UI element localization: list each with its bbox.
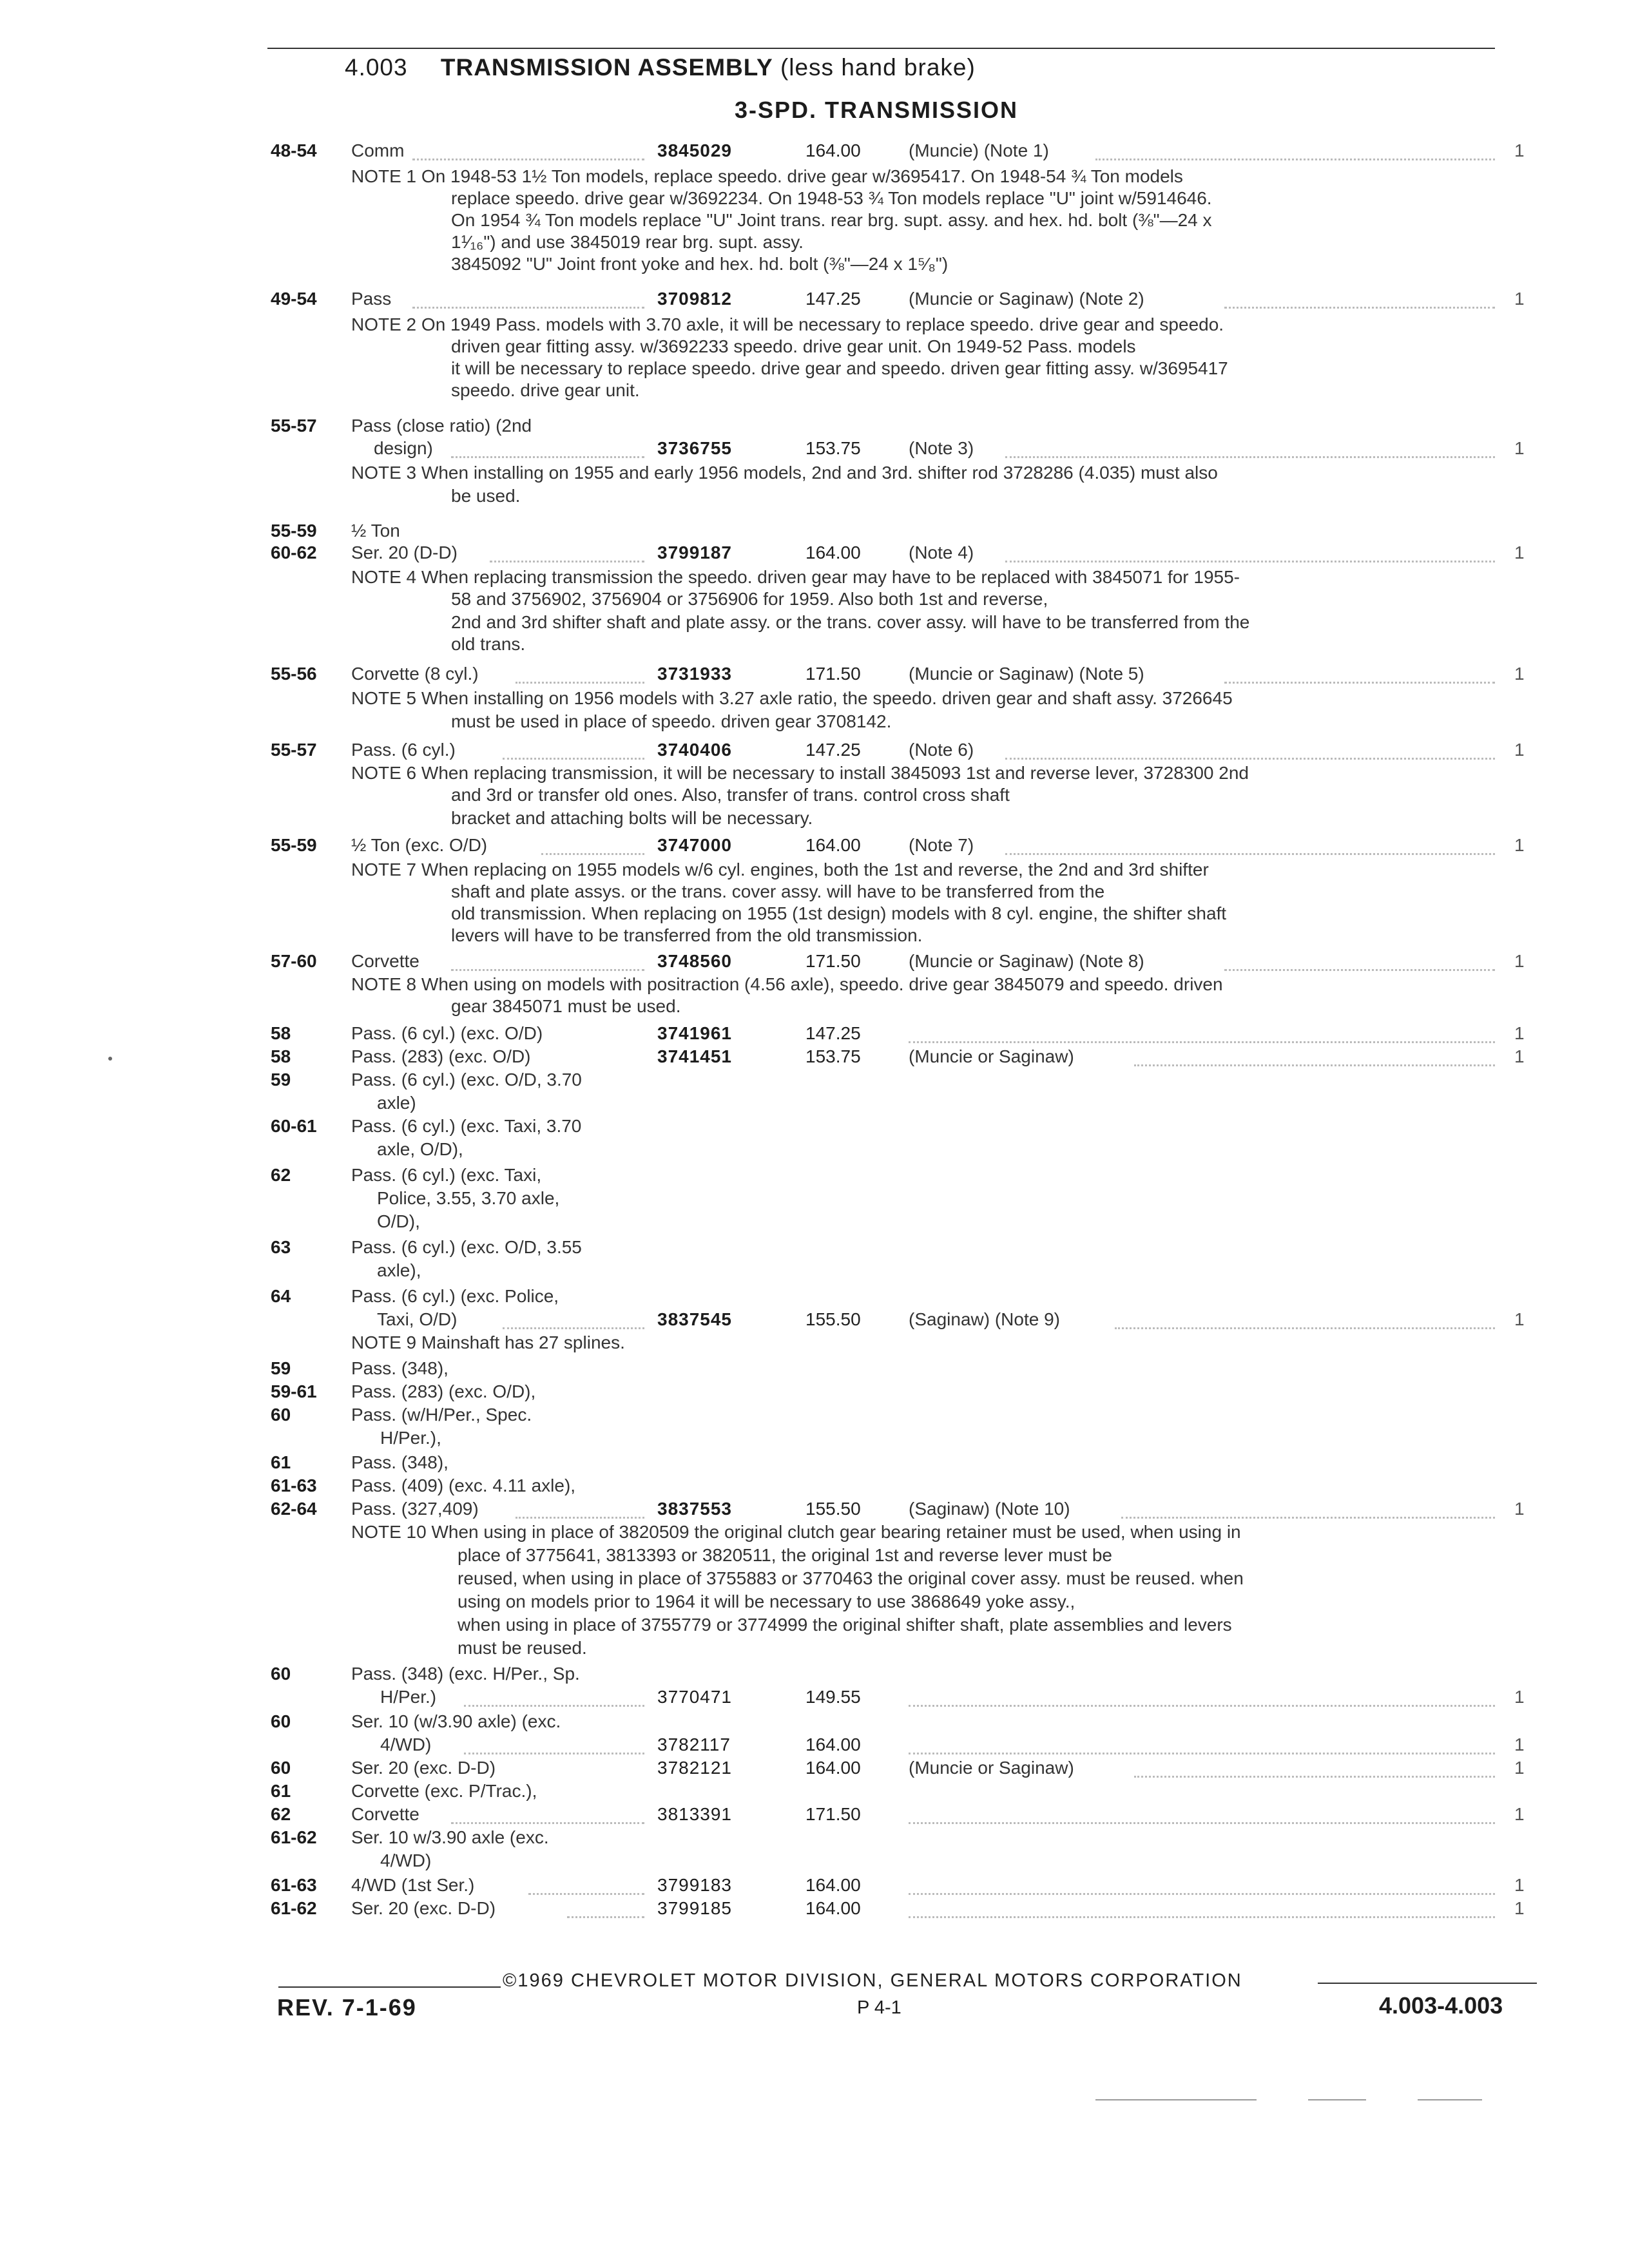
remark: (Muncie or Saginaw) (Note 8) xyxy=(909,951,1144,971)
year-range: 64 xyxy=(271,1286,291,1306)
desc-continuation: 4/WD) xyxy=(380,1850,432,1870)
quantity: 1 xyxy=(1514,438,1525,458)
year-range: 59 xyxy=(271,1358,291,1378)
leader-dots xyxy=(1005,758,1495,760)
model-description: 4/WD) xyxy=(380,1735,432,1754)
scan-mark xyxy=(1095,2099,1257,2100)
note-line: NOTE 8 When using on models with positraction (4.56 axle), speedo. drive gear 3845079 and speedo. driven xyxy=(351,974,1223,994)
year-range: 58 xyxy=(271,1046,291,1066)
year-range: 63 xyxy=(271,1237,291,1257)
list-item xyxy=(0,1711,1629,1737)
year-range: 61-62 xyxy=(271,1827,317,1847)
leader-dots xyxy=(1005,853,1495,855)
part-number: 3741451 xyxy=(657,1046,733,1066)
quantity: 1 xyxy=(1514,1687,1525,1707)
note-line: replace speedo. drive gear w/3692234. On 1948-53 ¾ Ton models replace "U" joint w/5914646. xyxy=(451,188,1212,208)
year-range: 57-60 xyxy=(271,951,317,971)
year-range: 62 xyxy=(271,1165,291,1185)
quantity: 1 xyxy=(1514,835,1525,855)
desc-continuation: axle) xyxy=(377,1093,416,1113)
leader-dots xyxy=(567,1916,644,1918)
remark: (Saginaw) (Note 9) xyxy=(909,1309,1060,1329)
note-line: be used. xyxy=(451,486,521,506)
remark: (Note 7) xyxy=(909,835,974,855)
note-line: NOTE 9 Mainshaft has 27 splines. xyxy=(351,1332,625,1352)
part-number: 3747000 xyxy=(657,835,733,855)
list-item xyxy=(0,664,1629,689)
leader-dots xyxy=(1134,1776,1495,1778)
price: 171.50 xyxy=(805,951,861,971)
model-description: Pass. (6 cyl.) (exc. Taxi, 3.70 xyxy=(351,1116,582,1136)
quantity: 1 xyxy=(1514,1804,1525,1824)
scan-mark xyxy=(1308,2099,1366,2100)
remark: (Muncie or Saginaw) xyxy=(909,1758,1074,1778)
leader-dots xyxy=(516,1517,644,1519)
leader-dots xyxy=(909,1753,1495,1754)
list-item xyxy=(0,1781,1629,1807)
remark: (Note 6) xyxy=(909,740,974,760)
leader-dots xyxy=(464,1753,644,1754)
part-number: 3740406 xyxy=(657,740,733,760)
part-number: 3731933 xyxy=(657,664,733,684)
list-item xyxy=(0,289,1629,314)
price: 147.25 xyxy=(805,1023,861,1043)
model-description: ½ Ton (exc. O/D) xyxy=(351,835,488,855)
desc-continuation: H/Per.), xyxy=(380,1428,441,1448)
list-item xyxy=(0,1898,1629,1924)
list-item xyxy=(0,1875,1629,1901)
note-line: NOTE 4 When replacing transmission the speedo. driven gear may have to be replaced with 3845071 for 1955- xyxy=(351,567,1240,587)
list-item xyxy=(0,1827,1629,1853)
year-range: 62-64 xyxy=(271,1499,317,1519)
note-line: 58 and 3756902, 3756904 or 3756906 for 1959. Also both 1st and reverse, xyxy=(451,589,1048,609)
note-line: 3845092 "U" Joint front yoke and hex. hd. bolt (⅜"—24 x 1⁵⁄₈") xyxy=(451,254,949,274)
year-range: 55-57 xyxy=(271,740,317,760)
model-description: Pass. (6 cyl.) (exc. O/D, 3.70 xyxy=(351,1070,582,1090)
note-line: must be used in place of speedo. driven gear 3708142. xyxy=(451,711,892,731)
note-line: 2nd and 3rd shifter shaft and plate assy. or the trans. cover assy. will have to be transferred from the xyxy=(451,612,1250,632)
leader-dots xyxy=(1005,561,1495,562)
model-description: Ser. 20 (exc. D-D) xyxy=(351,1758,496,1778)
list-item xyxy=(0,1381,1629,1407)
model-description: 4/WD (1st Ser.) xyxy=(351,1875,475,1895)
remark: (Saginaw) (Note 10) xyxy=(909,1499,1070,1519)
quantity: 1 xyxy=(1514,1309,1525,1329)
note-line: NOTE 3 When installing on 1955 and early 1956 models, 2nd and 3rd. shifter rod 3728286 (4.035) must also xyxy=(351,463,1218,483)
leader-dots xyxy=(909,1893,1495,1895)
list-item xyxy=(0,1664,1629,1689)
list-item xyxy=(0,951,1629,977)
price: 164.00 xyxy=(805,1758,861,1778)
list-item xyxy=(0,1237,1629,1263)
year-range: 49-54 xyxy=(271,289,317,309)
year-range: 61-62 xyxy=(271,1898,317,1918)
leader-dots xyxy=(909,1916,1495,1918)
leader-dots xyxy=(1115,1327,1495,1329)
quantity: 1 xyxy=(1514,1898,1525,1918)
list-item xyxy=(0,1804,1629,1830)
part-number: 3748560 xyxy=(657,951,733,971)
list-item xyxy=(0,1758,1629,1783)
desc-continuation: Police, 3.55, 3.70 axle, xyxy=(377,1188,560,1208)
note-line: NOTE 6 When replacing transmission, it will be necessary to install 3845093 1st and reverse lever, 3728300 2nd xyxy=(351,763,1249,783)
leader-dots xyxy=(451,456,644,458)
year-range: 55-59 xyxy=(271,835,317,855)
year-range: 59-61 xyxy=(271,1381,317,1401)
price: 164.00 xyxy=(805,1735,861,1754)
leader-dots xyxy=(909,1822,1495,1824)
leader-dots xyxy=(1134,1064,1495,1066)
footer-rule-right xyxy=(1318,1983,1537,1984)
leader-dots xyxy=(1005,456,1495,458)
price: 164.00 xyxy=(805,1898,861,1918)
leader-dots xyxy=(1224,682,1495,684)
model-description: Pass. (409) (exc. 4.11 axle), xyxy=(351,1475,576,1495)
leader-dots xyxy=(1224,307,1495,309)
note-line: it will be necessary to replace speedo. drive gear and speedo. driven gear fitting assy. w/3695417 xyxy=(451,358,1228,378)
year-range: 60 xyxy=(271,1664,291,1684)
revision-date: REV. 7-1-69 xyxy=(277,1994,417,2021)
leader-dots xyxy=(516,682,644,684)
model-description: Pass. (6 cyl.) (exc. O/D) xyxy=(351,1023,543,1043)
list-item xyxy=(0,1499,1629,1524)
model-description: Pass. (327,409) xyxy=(351,1499,479,1519)
desc-continuation: axle), xyxy=(377,1260,421,1280)
quantity: 1 xyxy=(1514,1875,1525,1895)
leader-dots xyxy=(451,1822,644,1824)
quantity: 1 xyxy=(1514,1499,1525,1519)
year-range: 55-57 xyxy=(271,416,317,436)
copyright-notice: ©1969 CHEVROLET MOTOR DIVISION, GENERAL MOTORS CORPORATION xyxy=(503,1970,1242,1991)
list-item xyxy=(0,1405,1629,1430)
model-description: Corvette xyxy=(351,1804,419,1824)
model-description: Pass. (348), xyxy=(351,1452,448,1472)
footer-rule-left xyxy=(278,1986,501,1988)
part-number: 3799187 xyxy=(657,543,733,562)
year-range: 62 xyxy=(271,1804,291,1824)
note-line: old trans. xyxy=(451,634,526,654)
note-line: and 3rd or transfer old ones. Also, transfer of trans. control cross shaft xyxy=(451,785,1010,805)
leader-dots xyxy=(541,853,644,855)
desc-continuation: O/D), xyxy=(377,1211,420,1231)
note-line: NOTE 1 On 1948-53 1½ Ton models, replace speedo. drive gear w/3695417. On 1948-54 ¾ Ton models xyxy=(351,166,1183,186)
note-line: levers will have to be transferred from the old transmission. xyxy=(451,925,923,945)
quantity: 1 xyxy=(1514,289,1525,309)
part-number: 3837553 xyxy=(657,1499,733,1519)
leader-dots xyxy=(1095,159,1495,160)
year-range: 61 xyxy=(271,1781,291,1801)
note-line: must be reused. xyxy=(458,1638,587,1658)
leader-dots xyxy=(909,1041,1495,1043)
model-description: Pass xyxy=(351,289,392,309)
note-line: 1¹⁄₁₆") and use 3845019 rear brg. supt. assy. xyxy=(451,232,804,252)
note-line: NOTE 7 When replacing on 1955 models w/6 cyl. engines, both the 1st and reverse, the 2nd and 3rd shifter xyxy=(351,860,1209,879)
subsection-title: 3-SPD. TRANSMISSION xyxy=(735,97,1019,123)
model-description: Ser. 10 (w/3.90 axle) (exc. xyxy=(351,1711,561,1731)
model-description: Pass. (6 cyl.) (exc. Police, xyxy=(351,1286,559,1306)
year-range: 55-59 xyxy=(271,521,317,541)
list-item xyxy=(0,1046,1629,1072)
price: 153.75 xyxy=(805,438,861,458)
list-item xyxy=(0,1023,1629,1049)
part-number: 3782121 xyxy=(657,1758,733,1778)
leader-dots xyxy=(503,1327,644,1329)
list-item xyxy=(0,1309,1629,1335)
list-item xyxy=(0,1165,1629,1191)
quantity: 1 xyxy=(1514,543,1525,562)
list-item xyxy=(0,835,1629,861)
year-range: 60-61 xyxy=(271,1116,317,1136)
remark: (Note 3) xyxy=(909,438,974,458)
quantity: 1 xyxy=(1514,1758,1525,1778)
part-number: 3799183 xyxy=(657,1875,733,1895)
model-description: Pass (close ratio) (2nd xyxy=(351,416,532,436)
quantity: 1 xyxy=(1514,1023,1525,1043)
note-line: gear 3845071 must be used. xyxy=(451,996,681,1016)
year-range: 55-56 xyxy=(271,664,317,684)
part-number: 3813391 xyxy=(657,1804,733,1824)
year-range: 60 xyxy=(271,1711,291,1731)
model-description: Pass. (348), xyxy=(351,1358,448,1378)
model-description: Corvette xyxy=(351,951,419,971)
part-number: 3837545 xyxy=(657,1309,733,1329)
price: 155.50 xyxy=(805,1499,861,1519)
model-description: Ser. 20 (D-D) xyxy=(351,543,458,562)
list-item xyxy=(0,140,1629,166)
model-description: Pass. (w/H/Per., Spec. xyxy=(351,1405,532,1425)
price: 153.75 xyxy=(805,1046,861,1066)
note-line: speedo. drive gear unit. xyxy=(451,380,640,400)
note-line: shaft and plate assys. or the trans. cover assy. will have to be transferred from the xyxy=(451,881,1105,901)
model-description: Pass. (6 cyl.) (exc. O/D, 3.55 xyxy=(351,1237,582,1257)
year-range: 61-63 xyxy=(271,1875,317,1895)
leader-dots xyxy=(909,1705,1495,1707)
note-line: NOTE 2 On 1949 Pass. models with 3.70 axle, it will be necessary to replace speedo. drive gear and speedo. xyxy=(351,314,1224,334)
price: 147.25 xyxy=(805,289,861,309)
model-description: Pass. (348) (exc. H/Per., Sp. xyxy=(351,1664,580,1684)
scan-speck xyxy=(108,1057,112,1061)
part-number: 3799185 xyxy=(657,1898,733,1918)
price: 164.00 xyxy=(805,140,861,160)
quantity: 1 xyxy=(1514,1046,1525,1066)
note-line: reused, when using in place of 3755883 or 3770463 the original cover assy. must be reused. when xyxy=(458,1568,1244,1588)
leader-dots xyxy=(490,561,644,562)
year-range: 61-63 xyxy=(271,1475,317,1495)
part-number: 3770471 xyxy=(657,1687,733,1707)
price: 155.50 xyxy=(805,1309,861,1329)
part-number: 3709812 xyxy=(657,289,733,309)
model-description: H/Per.) xyxy=(380,1687,437,1707)
note-line: place of 3775641, 3813393 or 3820511, the original 1st and reverse lever must be xyxy=(458,1545,1112,1565)
model-description: Pass. (6 cyl.) xyxy=(351,740,456,760)
year-range: 58 xyxy=(271,1023,291,1043)
leader-dots xyxy=(1224,969,1495,971)
model-description: Pass. (283) (exc. O/D), xyxy=(351,1381,536,1401)
section-reference: 4.003-4.003 xyxy=(1379,1992,1503,2019)
price: 164.00 xyxy=(805,1875,861,1895)
remark: (Note 4) xyxy=(909,543,974,562)
part-number: 3741961 xyxy=(657,1023,733,1043)
note-line: On 1954 ¾ Ton models replace "U" Joint trans. rear brg. supt. assy. and hex. hd. bolt (⅜"—24 x xyxy=(451,210,1212,230)
price: 164.00 xyxy=(805,543,861,562)
list-item xyxy=(0,416,1629,441)
quantity: 1 xyxy=(1514,140,1525,160)
scan-mark xyxy=(1418,2099,1482,2100)
model-description: Pass. (283) (exc. O/D) xyxy=(351,1046,531,1066)
model-description: Corvette (8 cyl.) xyxy=(351,664,479,684)
model-description: Ser. 20 (exc. D-D) xyxy=(351,1898,496,1918)
year-range: 61 xyxy=(271,1452,291,1472)
list-item xyxy=(0,1735,1629,1760)
quantity: 1 xyxy=(1514,740,1525,760)
leader-dots xyxy=(528,1893,644,1895)
price: 171.50 xyxy=(805,1804,861,1824)
model-description: Taxi, O/D) xyxy=(377,1309,458,1329)
remark: (Muncie or Saginaw) xyxy=(909,1046,1074,1066)
list-item xyxy=(0,1070,1629,1095)
list-item xyxy=(0,1358,1629,1384)
leader-dots xyxy=(412,307,644,309)
model-description: Corvette (exc. P/Trac.), xyxy=(351,1781,537,1801)
list-item xyxy=(0,1452,1629,1478)
list-item xyxy=(0,543,1629,568)
list-item xyxy=(0,1286,1629,1312)
leader-dots xyxy=(451,969,644,971)
page-id: P 4-1 xyxy=(857,1997,901,2018)
year-range: 48-54 xyxy=(271,140,317,160)
note-line: old transmission. When replacing on 1955 (1st design) models with 8 cyl. engine, the shifter shaft xyxy=(451,903,1227,923)
section-title: TRANSMISSION ASSEMBLY xyxy=(440,54,773,81)
part-number: 3845029 xyxy=(657,140,733,160)
note-line: driven gear fitting assy. w/3692233 speedo. drive gear unit. On 1949-52 Pass. models xyxy=(451,336,1136,356)
price: 171.50 xyxy=(805,664,861,684)
model-description: Pass. (6 cyl.) (exc. Taxi, xyxy=(351,1165,542,1185)
leader-dots xyxy=(1121,1517,1495,1519)
quantity: 1 xyxy=(1514,664,1525,684)
desc-continuation: axle, O/D), xyxy=(377,1139,463,1159)
price: 149.55 xyxy=(805,1687,861,1707)
leader-dots xyxy=(464,1705,644,1707)
model-description: Comm xyxy=(351,140,405,160)
section-number: 4.003 xyxy=(345,54,408,81)
quantity: 1 xyxy=(1514,1735,1525,1754)
note-line: NOTE 10 When using in place of 3820509 the original clutch gear bearing retainer must be used, when using in xyxy=(351,1522,1241,1542)
list-item xyxy=(0,1116,1629,1142)
part-number: 3736755 xyxy=(657,438,733,458)
list-item xyxy=(0,740,1629,765)
year-range: 60 xyxy=(271,1758,291,1778)
note-line: NOTE 5 When installing on 1956 models with 3.27 axle ratio, the speedo. driven gear and shaft assy. 3726645 xyxy=(351,688,1233,708)
list-item xyxy=(0,1475,1629,1501)
remark: (Muncie or Saginaw) (Note 2) xyxy=(909,289,1144,309)
model-description: Ser. 10 w/3.90 axle (exc. xyxy=(351,1827,549,1847)
note-line: using on models prior to 1964 it will be necessary to use 3868649 yoke assy., xyxy=(458,1591,1075,1611)
model-description: ½ Ton xyxy=(351,521,400,541)
leader-dots xyxy=(412,159,644,160)
note-line: bracket and attaching bolts will be necessary. xyxy=(451,808,813,828)
remark: (Muncie or Saginaw) (Note 5) xyxy=(909,664,1144,684)
leader-dots xyxy=(503,758,644,760)
year-range: 59 xyxy=(271,1070,291,1090)
year-range: 60 xyxy=(271,1405,291,1425)
section-qualifier: (less hand brake) xyxy=(780,54,976,81)
list-item xyxy=(0,1687,1629,1713)
year-range: 60-62 xyxy=(271,543,317,562)
list-item xyxy=(0,438,1629,464)
quantity: 1 xyxy=(1514,951,1525,971)
price: 147.25 xyxy=(805,740,861,760)
part-number: 3782117 xyxy=(657,1735,731,1754)
remark: (Muncie) (Note 1) xyxy=(909,140,1049,160)
note-line: when using in place of 3755779 or 3774999 the original shifter shaft, plate assemblies and levers xyxy=(458,1615,1232,1635)
model-description: design) xyxy=(374,438,433,458)
price: 164.00 xyxy=(805,835,861,855)
